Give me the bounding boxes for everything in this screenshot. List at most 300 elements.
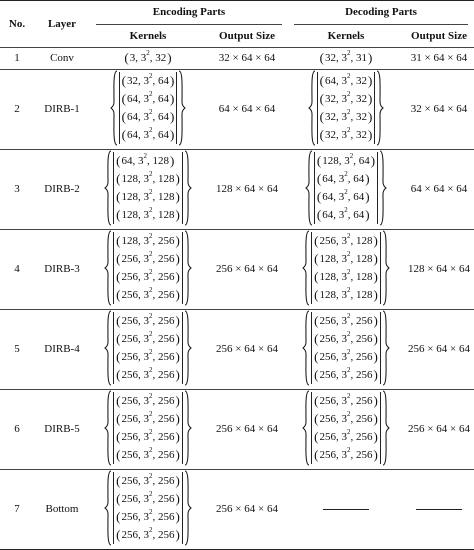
close-paren: ) — [373, 268, 378, 284]
kernel-text — [121, 490, 176, 508]
kernel-exponent: 2 — [149, 187, 153, 196]
cell-dec-output: 256 × 64 × 64 — [404, 309, 474, 389]
kernel-sep: , — [152, 92, 158, 105]
cell-enc-kernels — [90, 229, 206, 309]
kernel-sep: , 3 — [138, 288, 149, 301]
table-row — [0, 389, 474, 469]
kernel-sep: , — [353, 154, 359, 167]
kernel-text — [126, 90, 170, 108]
kernel-in-channels: 256 — [319, 448, 336, 461]
kernel-in-channels: 256 — [319, 368, 336, 381]
kernel-text — [126, 126, 170, 144]
kernel-sep: , — [152, 252, 158, 265]
kernel-text — [121, 152, 171, 170]
kernel-exponent: 2 — [347, 409, 351, 418]
kernel-out-channels: 256 — [158, 510, 175, 523]
kernel-entry — [311, 250, 381, 268]
kernel-out-channels: 256 — [356, 332, 373, 345]
kernel-list — [124, 49, 171, 67]
open-paren: ( — [116, 286, 121, 302]
kernel-exponent: 2 — [347, 89, 351, 98]
kernel-entry — [113, 286, 183, 304]
kernel-in-channels: 256 — [121, 394, 138, 407]
kernel-in-channels: 128 — [121, 208, 138, 221]
close-paren: ) — [373, 348, 378, 364]
kernel-entry — [311, 428, 381, 446]
kernel-sep: , 3 — [135, 52, 147, 64]
kernel-sep: , — [350, 332, 356, 345]
kernel-text — [324, 49, 368, 67]
kernel-list — [118, 70, 179, 146]
close-paren: ) — [368, 50, 373, 65]
kernel-entry — [311, 232, 381, 250]
kernel-entry — [311, 268, 381, 286]
kernel-exponent: 2 — [347, 71, 351, 80]
cell-layer: DIRB-5 — [34, 389, 90, 469]
open-paren: ( — [116, 348, 121, 364]
close-paren: ) — [175, 410, 180, 426]
kernel-out-channels: 256 — [356, 350, 373, 363]
kernel-text — [126, 72, 170, 90]
kernel-exponent: 2 — [347, 267, 351, 276]
kernel-in-channels: 64 — [322, 190, 334, 203]
close-paren: ) — [373, 232, 378, 248]
kernel-in-channels: 256 — [121, 288, 138, 301]
close-paren: ) — [175, 286, 180, 302]
table-row — [0, 229, 474, 309]
kernel-exponent: 2 — [149, 507, 153, 516]
cell-dec-output — [404, 469, 474, 549]
kernel-sep: , — [152, 412, 158, 425]
kernel-out-channels: 32 — [356, 110, 367, 123]
kernel-exponent: 2 — [149, 285, 153, 294]
kernel-sep: , — [152, 510, 158, 523]
cell-dec-kernels — [288, 69, 404, 149]
kernel-text — [319, 312, 374, 330]
cell-enc-output: 256 × 64 × 64 — [206, 389, 288, 469]
kernel-exponent: 2 — [347, 445, 351, 454]
kernel-sep: , — [152, 110, 158, 123]
kernel-exponent: 2 — [347, 107, 351, 116]
kernel-exponent: 2 — [149, 267, 153, 276]
cell-no: 3 — [0, 149, 34, 229]
header-enc-kernels: Kernels — [129, 29, 167, 42]
close-paren: ) — [175, 472, 180, 488]
kernel-text — [121, 206, 176, 224]
table-body — [0, 47, 474, 549]
kernel-in-channels: 64 — [127, 92, 138, 105]
kernel-sep: , 3 — [138, 314, 149, 327]
kernel-entry — [311, 410, 381, 428]
kernel-sep: , 3 — [138, 74, 149, 87]
cell-dec-kernels — [288, 149, 404, 229]
open-paren: ( — [316, 206, 322, 222]
kernel-sep: , — [350, 52, 356, 64]
kernel-text — [121, 250, 176, 268]
cell-dec-output: 128 × 64 × 64 — [404, 229, 474, 309]
left-brace-icon — [302, 230, 310, 306]
kernel-group — [104, 150, 192, 226]
kernel-text — [319, 446, 374, 464]
right-brace-icon — [184, 310, 192, 386]
open-paren: ( — [116, 508, 121, 524]
kernel-sep: , — [350, 368, 356, 381]
kernel-sep: , — [350, 74, 356, 87]
kernel-sep: , 3 — [138, 430, 149, 443]
cell-enc-output: 256 × 64 × 64 — [206, 309, 288, 389]
kernel-text — [121, 170, 176, 188]
kernel-entry — [113, 330, 183, 348]
kernel-out-channels: 32 — [356, 74, 367, 87]
kernel-out-channels: 128 — [158, 190, 175, 203]
kernel-in-channels: 256 — [121, 368, 138, 381]
kernel-out-channels: 256 — [158, 430, 175, 443]
kernel-sep: , — [350, 394, 356, 407]
kernel-sep: , 3 — [336, 52, 347, 64]
kernel-text — [324, 90, 368, 108]
kernel-in-channels: 128 — [121, 190, 138, 203]
table-row — [0, 309, 474, 389]
kernel-entry — [113, 472, 183, 490]
close-paren: ) — [175, 232, 180, 248]
table-row — [0, 47, 474, 69]
kernel-in-channels: 256 — [121, 510, 138, 523]
kernel-entry — [113, 392, 183, 410]
kernel-sep: , — [152, 74, 158, 87]
open-paren: ( — [116, 312, 121, 328]
cell-no: 5 — [0, 309, 34, 389]
kernel-exponent: 2 — [149, 89, 153, 98]
kernel-entry — [119, 90, 178, 108]
kernel-text — [129, 49, 168, 67]
kernel-sep: , 3 — [138, 270, 149, 283]
cell-enc-output: 256 × 64 × 64 — [206, 229, 288, 309]
close-paren: ) — [175, 526, 180, 542]
kernel-sep: , — [347, 190, 354, 203]
open-paren: ( — [314, 268, 319, 284]
kernel-group — [308, 70, 385, 146]
kernel-entry — [314, 170, 378, 188]
kernel-text — [121, 268, 176, 286]
kernel-sep: , — [350, 270, 356, 283]
kernel-sep: , — [350, 234, 356, 247]
left-brace-icon — [110, 70, 118, 146]
header-layer: Layer — [34, 1, 90, 48]
kernel-out-channels: 64 — [353, 208, 365, 221]
close-paren: ) — [175, 348, 180, 364]
kernel-exponent: 2 — [347, 49, 351, 58]
kernel-sep: , 3 — [138, 110, 149, 123]
kernel-text — [319, 348, 374, 366]
kernel-out-channels: 256 — [356, 430, 373, 443]
kernel-exponent: 2 — [347, 311, 351, 320]
kernel-exponent: 2 — [149, 71, 153, 80]
open-paren: ( — [314, 410, 319, 426]
kernel-sep: , 3 — [333, 208, 345, 221]
kernel-text — [121, 232, 176, 250]
kernel-sep: , — [149, 52, 156, 64]
kernel-sep: , — [350, 128, 356, 141]
header-dec-kernels: Kernels — [327, 29, 365, 42]
open-paren: ( — [116, 366, 121, 382]
kernel-in-channels: 128 — [121, 172, 138, 185]
kernel-in-channels: 256 — [121, 270, 138, 283]
kernel-text — [121, 286, 176, 304]
kernel-group — [302, 310, 390, 386]
kernel-entry — [311, 366, 381, 384]
kernel-out-channels: 256 — [158, 332, 175, 345]
kernel-out-channels: 128 — [158, 172, 175, 185]
kernel-entry — [113, 508, 183, 526]
left-brace-icon — [104, 470, 112, 546]
kernel-group — [302, 230, 390, 306]
cell-layer: Bottom — [34, 469, 90, 549]
kernel-in-channels: 32 — [325, 110, 336, 123]
right-brace-icon — [184, 230, 192, 306]
kernel-in-channels: 256 — [319, 314, 336, 327]
close-paren: ) — [175, 312, 180, 328]
kernel-text — [121, 392, 176, 410]
kernel-text — [324, 108, 368, 126]
kernel-sep: , 3 — [138, 474, 149, 487]
cell-no: 1 — [0, 47, 34, 69]
open-paren: ( — [316, 152, 322, 168]
kernel-out-channels: 256 — [158, 448, 175, 461]
left-brace-icon — [104, 310, 112, 386]
cell-no: 4 — [0, 229, 34, 309]
kernel-sep: , 3 — [336, 412, 347, 425]
kernel-in-channels: 64 — [322, 208, 334, 221]
kernel-exponent: 2 — [149, 169, 153, 178]
kernel-list — [112, 150, 184, 226]
kernel-in-channels: 256 — [319, 394, 336, 407]
kernel-exponent: 2 — [344, 205, 348, 214]
close-paren: ) — [365, 188, 370, 204]
kernel-sep: , 3 — [138, 528, 149, 541]
kernel-out-channels: 32 — [155, 52, 167, 64]
open-paren: ( — [124, 50, 129, 65]
empty-dash — [416, 509, 462, 510]
kernel-out-channels: 31 — [356, 52, 367, 64]
kernel-entry — [124, 49, 171, 67]
cell-dec-output: 32 × 64 × 64 — [404, 69, 474, 149]
kernel-text — [321, 188, 365, 206]
close-paren: ) — [175, 170, 180, 186]
kernel-sep: , — [350, 288, 356, 301]
kernel-sep: , — [152, 172, 158, 185]
kernel-entry — [113, 348, 183, 366]
kernel-list — [310, 230, 382, 306]
kernel-sep: , 3 — [138, 510, 149, 523]
kernel-in-channels: 256 — [121, 474, 138, 487]
kernel-sep: , — [152, 350, 158, 363]
close-paren: ) — [373, 312, 378, 328]
kernel-entry — [119, 72, 178, 90]
kernel-exponent: 2 — [344, 169, 348, 178]
kernel-exponent: 2 — [149, 107, 153, 116]
close-paren: ) — [175, 188, 180, 204]
close-paren: ) — [175, 366, 180, 382]
cell-no: 7 — [0, 469, 34, 549]
close-paren: ) — [175, 446, 180, 462]
kernel-text — [121, 188, 176, 206]
kernel-out-channels: 256 — [158, 492, 175, 505]
kernel-sep: , 3 — [336, 314, 347, 327]
kernel-sep: , 3 — [336, 430, 347, 443]
kernel-text — [121, 472, 176, 490]
kernel-in-channels: 256 — [319, 332, 336, 345]
kernel-exponent: 2 — [149, 329, 153, 338]
kernel-sep: , 3 — [138, 128, 149, 141]
kernel-in-channels: 256 — [121, 430, 138, 443]
cell-no: 2 — [0, 69, 34, 149]
header-encoding-label: Encoding Parts — [96, 1, 282, 25]
left-brace-icon — [302, 310, 310, 386]
kernel-in-channels: 256 — [319, 234, 336, 247]
kernel-in-channels: 256 — [121, 314, 138, 327]
kernel-in-channels: 64 — [127, 110, 138, 123]
kernel-out-channels: 64 — [353, 190, 365, 203]
kernel-text — [319, 366, 374, 384]
kernel-text — [121, 366, 176, 384]
close-paren: ) — [365, 170, 370, 186]
kernel-exponent: 2 — [347, 249, 351, 258]
kernel-sep: , — [152, 430, 158, 443]
open-paren: ( — [121, 126, 126, 142]
close-paren: ) — [365, 206, 370, 222]
cell-enc-output: 128 × 64 × 64 — [206, 149, 288, 229]
kernel-sep: , 3 — [336, 288, 347, 301]
kernel-text — [121, 428, 176, 446]
kernel-exponent: 2 — [149, 205, 153, 214]
kernel-exponent: 2 — [347, 391, 351, 400]
kernel-entry — [113, 410, 183, 428]
kernel-exponent: 2 — [149, 445, 153, 454]
kernel-out-channels: 64 — [158, 110, 169, 123]
kernel-in-channels: 256 — [319, 350, 336, 363]
kernel-in-channels: 256 — [121, 252, 138, 265]
kernel-entry — [113, 232, 183, 250]
kernel-entry — [311, 312, 381, 330]
close-paren: ) — [175, 250, 180, 266]
close-paren: ) — [175, 330, 180, 346]
open-paren: ( — [116, 428, 121, 444]
kernel-sep: , 3 — [138, 492, 149, 505]
kernel-out-channels: 128 — [152, 154, 169, 167]
open-paren: ( — [116, 268, 121, 284]
kernel-sep: , — [147, 154, 153, 167]
open-paren: ( — [121, 72, 126, 88]
kernel-out-channels: 64 — [353, 172, 365, 185]
kernel-sep: , — [350, 252, 356, 265]
kernel-sep: , — [152, 128, 158, 141]
open-paren: ( — [314, 250, 319, 266]
kernel-group — [104, 390, 192, 466]
kernel-sep: , 3 — [336, 128, 347, 141]
open-paren: ( — [116, 392, 121, 408]
header-no: No. — [0, 1, 34, 48]
open-paren: ( — [121, 108, 126, 124]
kernel-entry — [317, 72, 376, 90]
kernel-sep: , 3 — [336, 92, 347, 105]
kernel-in-channels: 256 — [121, 350, 138, 363]
kernel-out-channels: 256 — [158, 234, 175, 247]
open-paren: ( — [116, 446, 121, 462]
cell-layer: DIRB-3 — [34, 229, 90, 309]
kernel-sep: , — [350, 430, 356, 443]
cell-enc-kernels — [90, 309, 206, 389]
kernel-sep: , 3 — [138, 208, 149, 221]
kernel-sep: , — [152, 208, 158, 221]
kernel-sep: , 3 — [336, 270, 347, 283]
open-paren: ( — [116, 170, 121, 186]
kernel-exponent: 2 — [349, 151, 354, 160]
kernel-entry — [113, 250, 183, 268]
kernel-text — [324, 126, 368, 144]
close-paren: ) — [373, 286, 378, 302]
close-paren: ) — [368, 108, 373, 124]
kernel-entry — [113, 170, 183, 188]
kernel-out-channels: 64 — [158, 74, 169, 87]
kernel-entry — [113, 366, 183, 384]
cell-layer: DIRB-2 — [34, 149, 90, 229]
kernel-in-channels: 128 — [322, 154, 339, 167]
open-paren: ( — [121, 90, 126, 106]
kernel-sep: , — [350, 350, 356, 363]
kernel-sep: , — [350, 412, 356, 425]
kernel-in-channels: 64 — [325, 74, 336, 87]
kernel-in-channels: 256 — [121, 332, 138, 345]
kernel-sep: , 3 — [333, 172, 345, 185]
kernel-list — [310, 310, 382, 386]
kernel-text — [319, 330, 374, 348]
cell-layer: DIRB-4 — [34, 309, 90, 389]
kernel-out-channels: 256 — [158, 368, 175, 381]
kernel-text — [121, 508, 176, 526]
close-paren: ) — [170, 126, 175, 142]
kernel-text — [319, 392, 374, 410]
kernel-out-channels: 256 — [158, 394, 175, 407]
open-paren: ( — [314, 392, 319, 408]
kernel-sep: , — [152, 190, 158, 203]
open-paren: ( — [116, 472, 121, 488]
close-paren: ) — [175, 268, 180, 284]
kernel-in-channels: 256 — [319, 430, 336, 443]
right-brace-icon — [184, 470, 192, 546]
close-paren: ) — [170, 152, 175, 168]
kernel-out-channels: 64 — [358, 154, 370, 167]
kernel-exponent: 2 — [344, 187, 348, 196]
kernel-group — [104, 310, 192, 386]
left-brace-icon — [302, 390, 310, 466]
kernel-out-channels: 256 — [356, 314, 373, 327]
kernel-group — [302, 390, 390, 466]
right-brace-icon — [184, 150, 192, 226]
kernel-sep: , — [152, 234, 158, 247]
kernel-sep: , 3 — [138, 368, 149, 381]
close-paren: ) — [170, 90, 175, 106]
kernel-sep: , 3 — [138, 448, 149, 461]
kernel-sep: , 3 — [338, 154, 350, 167]
kernel-list — [112, 470, 184, 546]
left-brace-icon — [308, 70, 316, 146]
kernel-group — [104, 230, 192, 306]
open-paren: ( — [319, 90, 324, 106]
open-paren: ( — [316, 170, 322, 186]
kernel-sep: , 3 — [138, 234, 149, 247]
kernel-out-channels: 256 — [158, 288, 175, 301]
open-paren: ( — [319, 72, 324, 88]
